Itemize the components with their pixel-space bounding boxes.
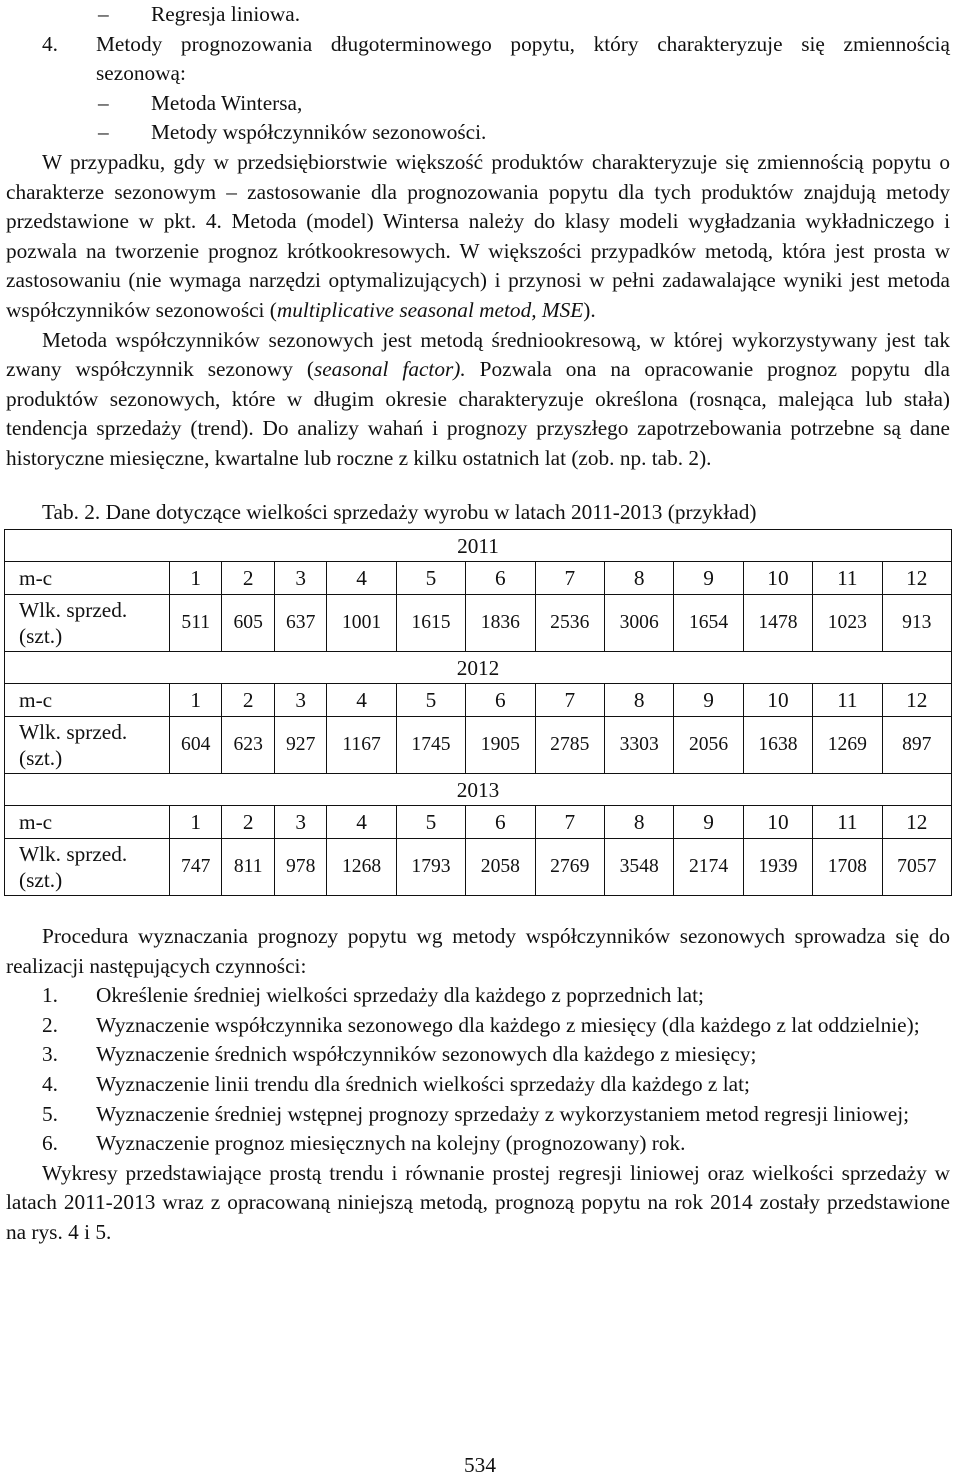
- sales-cell: 3303: [604, 717, 673, 774]
- sales-cell: 2174: [674, 839, 743, 896]
- text-run: ).: [583, 297, 596, 322]
- year-row: [5, 530, 952, 562]
- step-item: [6, 1100, 950, 1130]
- sales-cell: 1939: [743, 839, 812, 896]
- paragraph-procedure: Procedura wyznaczania prognozy popytu wg metody współczynników sezonowych sprowadza się do realizacji następujących czynności:: [6, 924, 950, 978]
- sales-label-unit: (szt.): [19, 868, 63, 893]
- sales-cell: 605: [222, 595, 274, 652]
- sales-cell: 2785: [535, 717, 604, 774]
- month-cell: 11: [813, 562, 882, 595]
- month-cell: 6: [466, 806, 535, 839]
- month-cell: 3: [274, 684, 326, 717]
- sales-cell: 7057: [882, 839, 951, 896]
- step-text: Określenie średniej wielkości sprzedaży dla każdego z poprzednich lat;: [96, 983, 704, 1008]
- step-text: Wyznaczenie prognoz miesięcznych na kolejny (prognozowany) rok.: [96, 1131, 686, 1156]
- month-cell: 9: [674, 684, 743, 717]
- list-item-text: Metody prognozowania długoterminowego popytu, który charakteryzuje się zmiennością sezonową:: [96, 31, 950, 86]
- month-cell: 10: [743, 684, 812, 717]
- sales-cell: 604: [170, 717, 222, 774]
- month-cell: 6: [466, 562, 535, 595]
- steps-list: [6, 981, 950, 1159]
- month-cell: 7: [535, 684, 604, 717]
- step-text: Wyznaczenie średniej wstępnej prognozy sprzedaży z wykorzystaniem metod regresji liniowej;: [96, 1101, 910, 1126]
- sales-cell: 1708: [813, 839, 882, 896]
- italic-term: seasonal factor).: [313, 357, 466, 382]
- dash-bullet: –: [98, 2, 109, 26]
- step-item: [6, 981, 950, 1011]
- paragraph-winters: [6, 148, 950, 326]
- text-run: W przypadku, gdy w przedsiębiorstwie większość produktów charakteryzuje się zmiennością popytu o charakterze sezonowym – zastosowanie dla prognozowania popytu dla tych produktów znajdują metody przedstawione w pkt. 4. Metoda (model) Wintersa należy do klasy modeli wygładzania wykładniczego i pozwala na tworzenie prognoz krótkookresowych. W większości przypadków metodą, która jest prosta w zastosowaniu (nie wymaga narzędzi optymalizujących) i przynosi w pełni zadawalające wyniki jest metoda współczynników sezonowości (: [6, 149, 950, 322]
- dash-bullet: –: [98, 120, 109, 145]
- list-item-text: Regresja liniowa.: [151, 2, 301, 26]
- text-run: Metoda współczynników sezonowych jest metodą średniookresową, w której wykorzystywany jest tak zwany współczynnik sezonowy (: [6, 327, 950, 382]
- sales-cell: 2536: [535, 595, 604, 652]
- sales-row: [5, 839, 952, 896]
- step-text: Wyznaczenie linii trendu dla średnich wielkości sprzedaży dla każdego z lat;: [96, 1072, 750, 1097]
- month-cell: 3: [274, 562, 326, 595]
- month-cell: 8: [604, 684, 673, 717]
- step-item: [6, 1070, 950, 1100]
- month-cell: 1: [170, 684, 222, 717]
- step-text: Wyznaczenie średnich współczynników sezonowych dla każdego z miesięcy;: [96, 1042, 757, 1067]
- page-number: 534: [464, 1453, 496, 1477]
- year-cell: 2012: [5, 652, 952, 684]
- step-number: 5.: [42, 1101, 58, 1126]
- month-cell: 6: [466, 684, 535, 717]
- month-cell: 8: [604, 562, 673, 595]
- list-item-text: Metoda Wintersa,: [151, 90, 303, 115]
- month-cell: 2: [222, 684, 274, 717]
- sales-label-unit: (szt.): [19, 746, 63, 771]
- table-caption: Tab. 2. Dane dotyczące wielkości sprzedaży wyrobu w latach 2011-2013 (przykład): [42, 499, 757, 524]
- sales-label: [5, 717, 170, 774]
- sales-cell: 1167: [327, 717, 396, 774]
- text-run: Pozwala ona na opracowanie prognoz popytu dla produktów sezonowych, które w długim okresie charakteryzuje określona (rosnąca, malejąca lub stała) tendencja sprzedaży (trend). Do analizy wahań i prognozy przyszłego zapotrzebowania potrzebne są dane historyczne miesięczne, kwartalne lub roczne z kilku ostatnich lat (zob. np. tab. 2).: [6, 357, 950, 470]
- sales-cell: 2058: [466, 839, 535, 896]
- sales-row: [5, 595, 952, 652]
- month-cell: 11: [813, 806, 882, 839]
- month-row: [5, 684, 952, 717]
- step-item: [6, 1011, 950, 1041]
- sales-cell: 2769: [535, 839, 604, 896]
- month-cell: 12: [882, 806, 951, 839]
- month-cell: 1: [170, 562, 222, 595]
- month-cell: 5: [396, 562, 465, 595]
- sales-cell: 1654: [674, 595, 743, 652]
- dash-bullet: –: [98, 90, 109, 115]
- step-number: 2.: [42, 1012, 58, 1037]
- month-cell: 2: [222, 806, 274, 839]
- month-cell: 8: [604, 806, 673, 839]
- sales-cell: 623: [222, 717, 274, 774]
- month-cell: 7: [535, 562, 604, 595]
- document-page: [6, 0, 950, 1248]
- year-row: [5, 774, 952, 806]
- month-label: m-c: [5, 562, 170, 595]
- step-item: [6, 1040, 950, 1070]
- sales-label-line: Wlk. sprzed.: [19, 842, 128, 867]
- step-number: 6.: [42, 1131, 58, 1156]
- sales-cell: 2056: [674, 717, 743, 774]
- month-cell: 12: [882, 684, 951, 717]
- sales-cell: 927: [274, 717, 326, 774]
- month-cell: 5: [396, 806, 465, 839]
- sales-cell: 1023: [813, 595, 882, 652]
- sales-cell: 978: [274, 839, 326, 896]
- sales-label: [5, 839, 170, 896]
- month-label: m-c: [5, 684, 170, 717]
- month-cell: 9: [674, 806, 743, 839]
- step-number: 1.: [42, 983, 58, 1008]
- year-cell: 2011: [5, 530, 952, 562]
- month-cell: 10: [743, 806, 812, 839]
- step-number: 3.: [42, 1042, 58, 1067]
- sales-label-unit: (szt.): [19, 624, 63, 649]
- sales-label-line: Wlk. sprzed.: [19, 720, 128, 745]
- sales-cell: 3006: [604, 595, 673, 652]
- step-number: 4.: [42, 1072, 58, 1097]
- sublist-item-winters: [6, 89, 950, 119]
- sales-cell: 913: [882, 595, 951, 652]
- month-cell: 4: [327, 562, 396, 595]
- month-row: [5, 562, 952, 595]
- sales-label-line: Wlk. sprzed.: [19, 598, 128, 623]
- month-cell: 4: [327, 806, 396, 839]
- sublist-item-seasonal: [6, 118, 950, 148]
- month-cell: 5: [396, 684, 465, 717]
- month-cell: 4: [327, 684, 396, 717]
- sales-label: [5, 595, 170, 652]
- sales-cell: 511: [170, 595, 222, 652]
- sales-cell: 897: [882, 717, 951, 774]
- sales-cell: 1638: [743, 717, 812, 774]
- month-cell: 7: [535, 806, 604, 839]
- year-cell: 2013: [5, 774, 952, 806]
- month-cell: 2: [222, 562, 274, 595]
- paragraph-seasonal-method: [6, 326, 950, 474]
- month-cell: 3: [274, 806, 326, 839]
- list-number: 4.: [42, 31, 58, 56]
- sales-table: [4, 529, 952, 896]
- list-item-text: Metody współczynników sezonowości.: [151, 120, 487, 145]
- year-row: [5, 652, 952, 684]
- sales-cell: 1478: [743, 595, 812, 652]
- italic-term: multiplicative seasonal metod, MSE: [276, 297, 584, 322]
- sales-cell: 1001: [327, 595, 396, 652]
- sales-cell: 1269: [813, 717, 882, 774]
- step-text: Wyznaczenie współczynnika sezonowego dla każdego z miesięcy (dla każdego z lat oddzielnie);: [96, 1012, 920, 1037]
- month-cell: 1: [170, 806, 222, 839]
- month-row: [5, 806, 952, 839]
- sales-cell: 1268: [327, 839, 396, 896]
- sales-row: [5, 717, 952, 774]
- month-label: m-c: [5, 806, 170, 839]
- sales-cell: 1905: [466, 717, 535, 774]
- month-cell: 11: [813, 684, 882, 717]
- month-cell: 12: [882, 562, 951, 595]
- sales-cell: 1793: [396, 839, 465, 896]
- sales-cell: 1615: [396, 595, 465, 652]
- list-item-regresja: [6, 0, 950, 30]
- sales-cell: 1836: [466, 595, 535, 652]
- sales-cell: 3548: [604, 839, 673, 896]
- step-item: [6, 1129, 950, 1159]
- sales-cell: 637: [274, 595, 326, 652]
- sales-cell: 811: [222, 839, 274, 896]
- month-cell: 10: [743, 562, 812, 595]
- sales-cell: 747: [170, 839, 222, 896]
- paragraph-charts: Wykresy przedstawiające prostą trendu i równanie prostej regresji liniowej oraz wielkości sprzedaży w latach 2011-2013 wraz z opracowaną niniejszą metodą, prognozą popytu na rok 2014 zostały przedstawione na rys. 4 i 5.: [6, 1160, 950, 1245]
- month-cell: 9: [674, 562, 743, 595]
- list-item-4: [6, 30, 950, 89]
- sales-cell: 1745: [396, 717, 465, 774]
